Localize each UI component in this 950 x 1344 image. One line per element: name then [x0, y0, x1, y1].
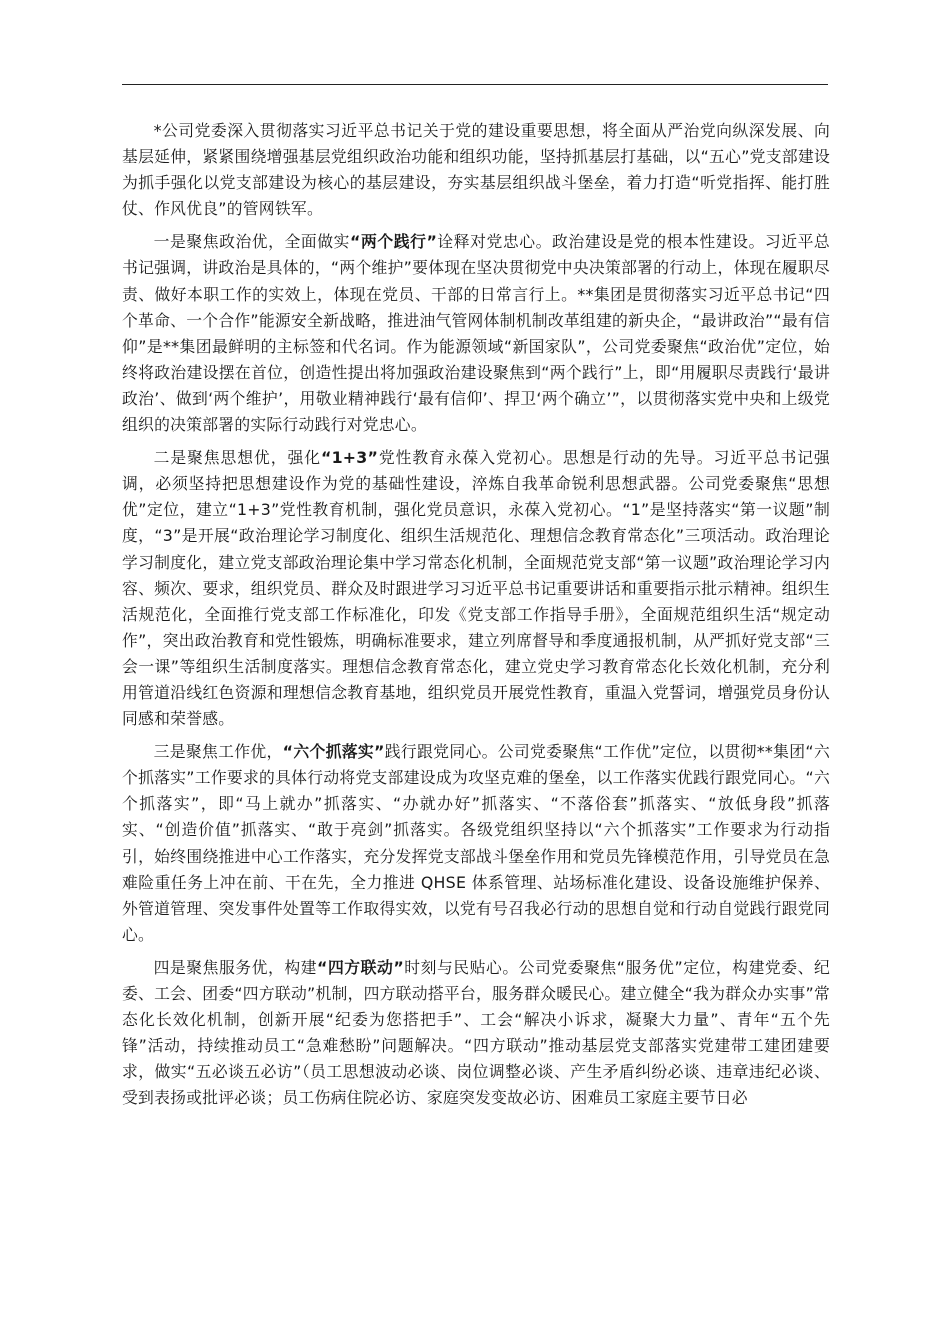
paragraph-text: 党性教育永葆入党初心。思想是行动的先导。习近平总书记强调，必须坚持把思想建设作为党的基础性建设，淬炼自我革命锐利思想武器。公司党委聚焦“思想优”定位，建立“1+3”党性教育机制，强化党员意识，永葆入党初心。“1”是坚持落实“第一议题”制度，“3”是开展“政治理论学习制度化、组织生活规范化、理想信念教育常态化”三项活动。政治理论学习制度化，建立党支部政治理论集中学习常态化机制，全面规范党支部“第一议题”政治理论学习内容、频次、要求，组织党员、群众及时跟进学习习近平总书记重要讲话和重要指示批示精神。组织生活规范化，全面推行党支部工作标准化，印发《党支部工作指导手册》，全面规范组织生活“规定动作”，突出政治教育和党性锻炼，明确标准要求，建立列席督导和季度通报机制，从严抓好党支部“三会一课”等组织生活制度落实。理想信念教育常态化，建立党史学习教育常态化长效化机制，充分利用管道沿线红色资源和理想信念教育基地，组织党员开展党性教育，重温入党誓词，增强党员身份认同感和荣誉感。 [122, 448, 830, 729]
emphasis-text: “六个抓落实” [282, 742, 385, 762]
paragraph-text: 诠释对党忠心。政治建设是党的根本性建设。习近平总书记强调，讲政治是具体的，“两个维护”要体现在坚决贯彻党中央决策部署的行动上，体现在履职尽责、做好本职工作的实效上，体现在党员、干部的日常言行上。**集团是贯彻落实习近平总书记“四个革命、一个合作”能源安全新战略，推进油气管网体制机制改革组建的新央企，“最讲政治”“最有信仰”是**集团最鲜明的主标签和代名词。作为能源领域“新国家队”，公司党委聚焦“政治优”定位，始终将政治建设摆在首位，创造性提出将加强政治建设聚焦到“两个践行”上，即“用履职尽责践行‘最讲政治’、做到‘两个维护’，用敬业精神践行‘最有信仰’、捍卫‘两个确立’”，以贯彻落实党中央和上级党组织的决策部署的实际行动践行对党忠心。 [122, 232, 830, 435]
header-rule [122, 84, 828, 85]
emphasis-text: “1+3” [320, 448, 379, 468]
emphasis-text: “两个践行” [350, 232, 438, 252]
paragraph-text: 时刻与民贴心。公司党委聚焦“服务优”定位，构建党委、纪委、工会、团委“四方联动”机制，四方联动搭平台，服务群众暖民心。建立健全“我为群众办实事”常态化长效化机制，创新开展“纪委为您搭把手”、工会“解决小诉求，凝聚大力量”、青年“五个先锋”活动，持续推动员工“急难愁盼”问题解决。“四方联动”推动基层党支部落实党建带工建团建要求，做实“五必谈五必访”（员工思想波动必谈、岗位调整必谈、产生矛盾纠纷必谈、违章违纪必谈、受到表扬或批评必谈；员工伤病住院必访、家庭突发变故必访、困难员工家庭主要节日必 [122, 957, 830, 1108]
emphasis-text: “四方联动” [317, 957, 404, 977]
paragraph-intro [122, 118, 830, 222]
paragraph-political [122, 229, 830, 438]
paragraph-ideological [122, 445, 830, 732]
document-body [122, 118, 830, 1118]
paragraph-text: 一是聚焦政治优，全面做实 [153, 232, 351, 252]
paragraph-text: 四是聚焦服务优，构建 [153, 957, 318, 977]
paragraph-text: 践行跟党同心。公司党委聚焦“工作优”定位，以贯彻**集团“六个抓落实”工作要求的具体行动将党支部建设成为攻坚克难的堡垒，以工作落实优践行跟党同心。“六个抓落实”，即“马上就办”抓落实、“办就办好”抓落实、“不落俗套”抓落实、“放低身段”抓落实、“创造价值”抓落实、“敢于亮剑”抓落实。各级党组织坚持以“六个抓落实”工作要求为行动指引，始终围绕推进中心工作落实，充分发挥党支部战斗堡垒作用和党员先锋模范作用，引导党员在急难险重任务上冲在前、干在先，全力推进 QHSE 体系管理、站场标准化建设、设备设施维护保养、外管道管理、突发事件处置等工作取得实效，以党有号召我必行动的思想自觉和行动自觉践行跟党同心。 [122, 742, 830, 944]
paragraph-work [122, 739, 830, 948]
paragraph-text: *公司党委深入贯彻落实习近平总书记关于党的建设重要思想，将全面从严治党向纵深发展、向基层延伸，紧紧围绕增强基层党组织政治功能和组织功能，坚持抓基层打基础，以“五心”党支部建设为抓手强化以党支部建设为核心的基层建设，夯实基层组织战斗堡垒，着力打造“听党指挥、能打胜仗、作风优良”的管网铁军。 [122, 121, 830, 219]
paragraph-service [122, 955, 830, 1112]
paragraph-text: 二是聚焦思想优，强化 [153, 448, 321, 468]
paragraph-text: 三是聚焦工作优， [153, 742, 283, 762]
